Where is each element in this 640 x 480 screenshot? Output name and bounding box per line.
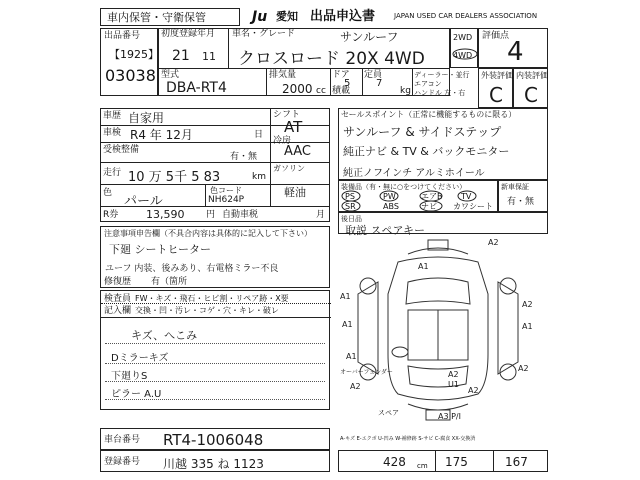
color-code: NH624P [208,195,245,205]
inspection-rec-label: 受検整備 [103,145,140,155]
tax-label: 自動車税 [222,210,259,220]
usage-value: 自家用 [128,111,165,125]
equip-sr: SR [345,202,356,211]
score-value: 4 [507,37,524,67]
ext-label: 外装評価 [481,71,513,80]
sales-box [338,108,548,180]
grade-text: サンルーフ [340,30,399,44]
notice-box [100,226,330,288]
dimension-legend: A-キズ E-エクボ U-凹み W-補修跡 S-サビ C-腐食 XX-交換済 [340,436,476,442]
extra-box [338,212,548,237]
mark-a2-top: A2 [488,238,499,247]
first-reg-value: 21 [172,48,190,64]
int-box [513,68,548,108]
lot-number: 03038 [105,66,156,85]
first-reg-label: 初度登録年月 [161,29,216,39]
extra-value: 取説 スペアキー [345,224,426,237]
recycle-label: R券 [103,210,119,220]
mark-a2-center: A2 [448,370,459,379]
color-code-label: 色コード [210,186,242,195]
color-value: パール [124,194,163,209]
ext-value: C [489,83,503,107]
ac-type-label: エアコン [414,80,442,88]
equipment-label: 装備品（有・無に○をつけてください） [341,183,467,191]
score-label: 評価点 [482,31,510,41]
type-value: DBA-RT4 [166,80,227,96]
sales-line3: 純正ノフインチ アルミホイール [343,168,485,179]
equip-navi: ナビ [421,202,437,211]
chassis-label: 車台番号 [104,435,141,445]
form-title: 出品申込書 [310,9,376,24]
drive-box [450,28,478,68]
mark-a1-bl: A1 [346,352,357,361]
notice-label: 注意事項申告欄（不具合内容は具体的に記入して下さい） [104,229,312,238]
storage-box [100,8,240,26]
plate-box [100,450,330,472]
car-outline [338,234,548,424]
lot-label: 出品番号 [104,31,141,41]
chassis-value: RT4-1006048 [163,431,264,449]
first-reg-month: 11 [202,50,216,63]
doors-value: 5 [344,78,351,89]
displacement-label: 排気量 [269,70,297,80]
equip-abs: ABS [383,202,399,211]
int-value: C [524,83,538,107]
seats-label: 定員 [364,70,383,80]
new-warranty-value: 有・無 [507,197,535,207]
chassis-box [100,428,330,450]
inspector-note1: キズ、へこみ [131,329,198,342]
inspection-rec-options: 有・無 [230,152,258,162]
handle-label: ハンドル 左・右 [414,89,466,97]
repair-value: 有（箇所 [151,277,188,287]
inspector-box [100,290,330,410]
capacity-unit: kg [400,86,411,96]
recycle-value: 13,590 [146,208,185,221]
length-value: 428 [383,455,406,469]
dealer-label: ディーラー・並行 [414,71,470,79]
int-label: 内装評価 [516,71,548,80]
recycle-unit: 円 [206,210,216,220]
color-label: 色 [103,188,113,198]
drive-2wd: 2WD [453,33,473,42]
width-value: 175 [445,455,468,469]
dimension-box [338,450,548,472]
mark-a3-pi: A3 P/I [438,412,461,421]
extra-label: 後日品 [341,215,362,223]
usage-label: 車歴 [103,111,122,121]
mark-a2-bl: A2 [350,382,361,391]
inspector-note2: Dミラーキズ [111,353,169,364]
doors-label: ドア [332,70,350,80]
brand-aichi: 愛知 [276,10,298,23]
inspection-label: 車検 [103,128,122,138]
mileage-value: 10 万 5千 5 83 [128,170,221,185]
car-diagram [338,234,548,424]
shift-value: AT [284,118,303,136]
mark-a1-mid: A1 [342,320,353,329]
notice-line1: 下廻 シートヒーター [109,243,212,256]
height-value: 167 [505,455,528,469]
inspector-label2: 記入欄 [104,306,132,316]
new-warranty-label: 新車保証 [501,183,529,191]
model-label: 車名・グレード [232,29,296,39]
mark-a2-br: A2 [518,364,529,373]
sales-label: セールスポイント（正常に機能するものに限る） [341,110,517,119]
mark-a1-top: A1 [418,262,429,271]
brand-ju: Ju [252,9,268,25]
lot-box [100,28,158,96]
inspector-note3: 下廻りS [111,371,148,382]
equip-leather: カワシート [453,202,493,211]
sales-line1: サンルーフ & サイドステップ [343,125,502,139]
ext-box [478,68,513,108]
model-name: クロスロード 20X 4WD [238,49,425,69]
mileage-unit: km [252,172,266,182]
plate-value: 川越 335 ね 1123 [163,457,264,471]
spare-label: スペア [378,409,399,417]
shift-label: シフト [273,110,301,120]
type-label: 型式 [161,70,180,80]
mark-a1-left: A1 [340,292,351,301]
capacity-label: 積載 [332,86,351,96]
association-subtitle: JAPAN USED CAR DEALERS ASSOCIATION [394,12,538,20]
tax-unit: 月 [316,210,326,220]
score-box [478,28,548,68]
mark-u1: U1 [448,380,459,389]
equip-tv: TV [461,192,472,201]
equip-airbag: エアB [421,192,443,201]
drive-4wd: 4WD [453,51,473,60]
ac-label: 冷房 [273,136,292,146]
fuel-value: 軽油 [284,186,306,199]
inspector-legend: FW・キズ・飛石・ヒビ割・リペア跡・X要 [135,294,289,303]
inspector-note4: ピラー A.U [111,389,162,400]
storage-text: 車内保管・守衛保管 [107,11,206,24]
new-warranty-box [498,180,548,212]
mileage-label: 走行 [103,168,122,178]
seats-value: 7 [376,78,383,89]
inspector-legend2: 交換・凹・汚レ・コゲ・穴・キレ・破レ [135,306,279,315]
sales-line2: 純正ナビ & TV & バックモニター [343,145,510,158]
mark-a2-rear: A2 [468,386,479,395]
mark-a1-right2: A1 [522,322,533,331]
equip-ps: PS [345,192,355,201]
overfender-label: オーバーフェンダー [340,369,393,376]
lot-code: 【1925】 [109,48,159,61]
equipment-box [338,180,498,212]
fuel-label: ガソリン [273,164,305,173]
inspector-label: 検査員 [104,294,132,304]
notice-line2: ユーフ 内装、後みあり、右電格ミラー不良 [105,264,279,274]
displacement-unit: cc [316,86,326,96]
mark-a2-right: A2 [522,300,533,309]
brand-logo [250,8,560,26]
displacement-value: 2000 [282,82,313,96]
equip-pw: PW [383,192,396,201]
inspection-unit: 日 [254,130,264,140]
ac-value: AAC [284,144,311,159]
length-unit: cm [417,462,428,470]
inspection-value: R4 年 12月 [130,128,193,142]
repair-label: 修復歴 [104,277,132,287]
plate-label: 登録番号 [104,457,141,467]
